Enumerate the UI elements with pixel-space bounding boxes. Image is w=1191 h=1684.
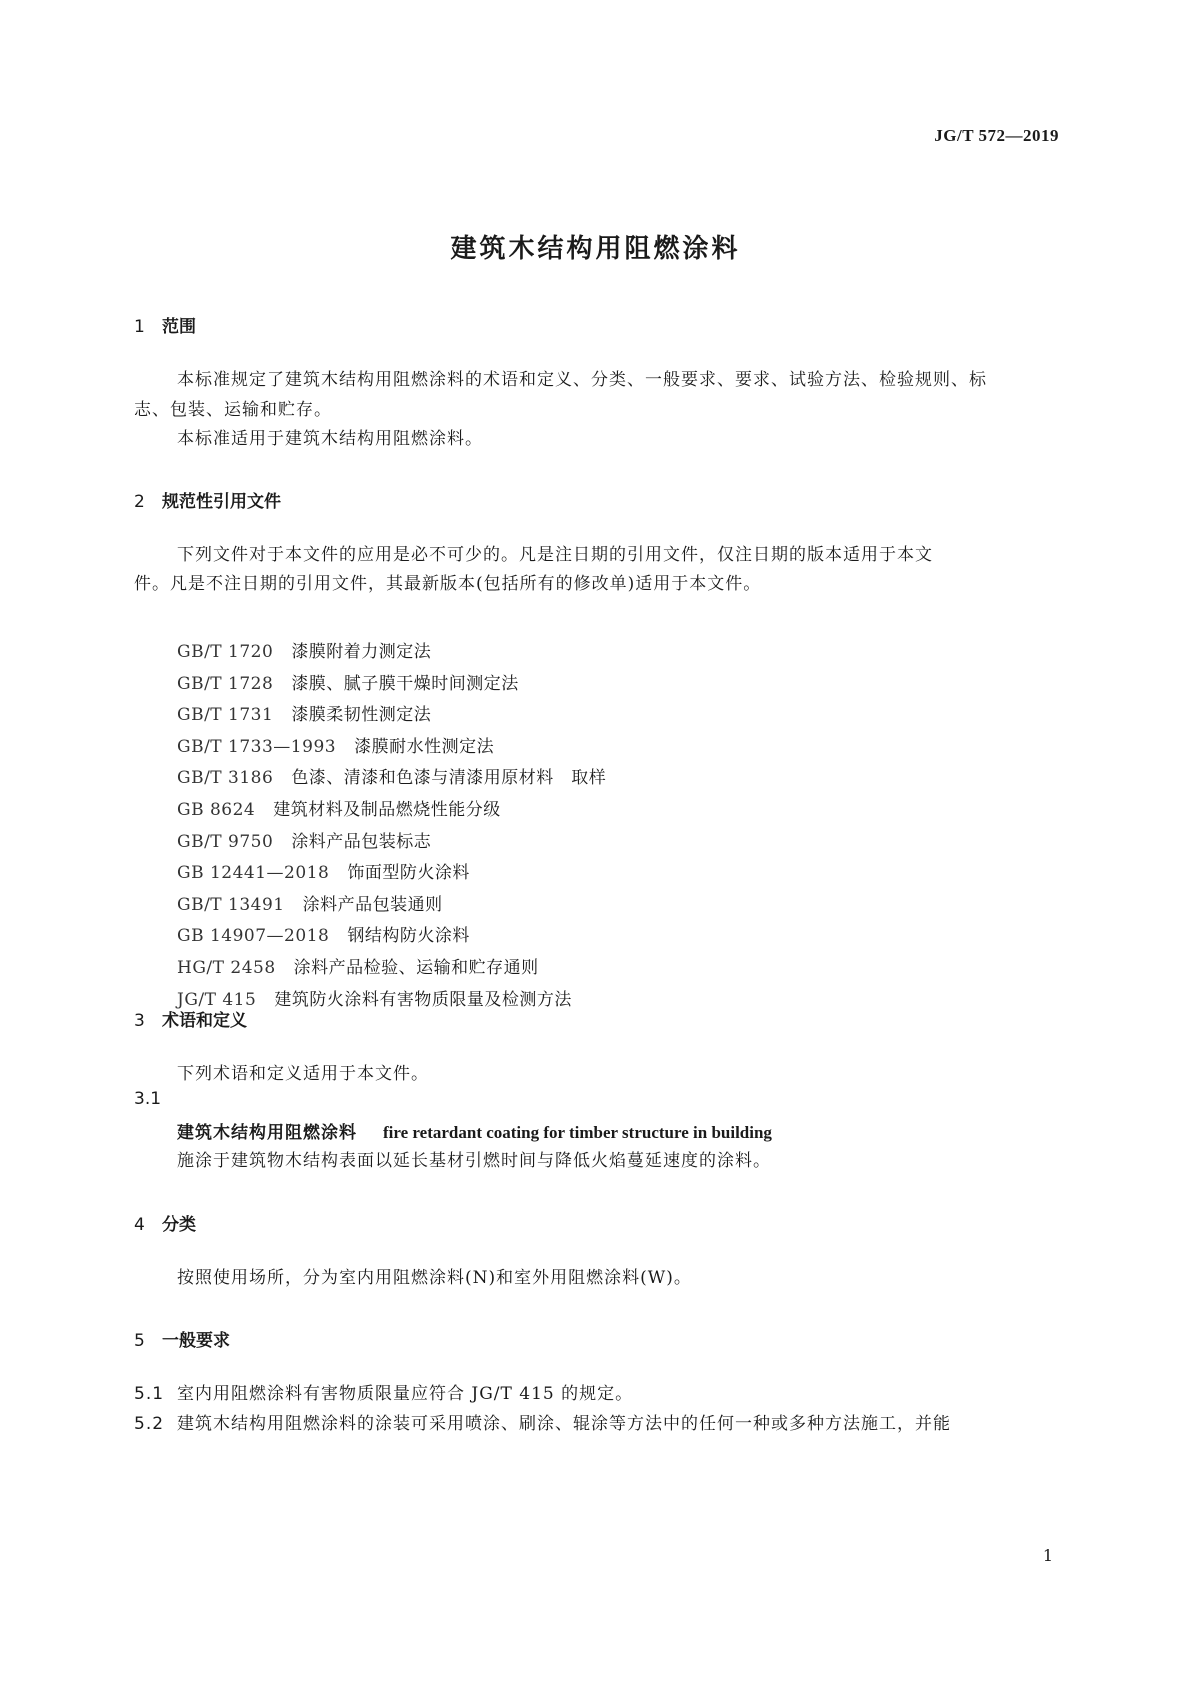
clause-text: 室内用阻燃涂料有害物质限量应符合 JG/T 415 的规定。 <box>177 1384 634 1404</box>
reference-title: 漆膜附着力测定法 <box>291 642 432 662</box>
reference-title: 漆膜耐水性测定法 <box>354 736 495 757</box>
page-number: 1 <box>1042 1546 1053 1565</box>
paragraph: 本标准适用于建筑木结构用阻燃涂料。 <box>177 429 483 449</box>
reference-title: 涂料产品包装标志 <box>291 831 432 852</box>
section-title: 范围 <box>162 317 196 337</box>
standard-code: JG/T 572—2019 <box>934 126 1059 145</box>
reference-item <box>177 953 606 985</box>
paragraph: 本标准规定了建筑木结构用阻燃涂料的术语和定义、分类、一般要求、要求、试验方法、检验规则、标 <box>177 370 987 390</box>
reference-code: GB/T 13491 <box>177 894 285 915</box>
reference-code: GB 14907—2018 <box>177 926 330 947</box>
section-number: 4 <box>134 1215 145 1235</box>
reference-item <box>177 890 606 922</box>
reference-title: 色漆、清漆和色漆与清漆用原材料 取样 <box>291 768 607 789</box>
reference-code: GB/T 1728 <box>177 673 274 694</box>
term-chinese: 建筑木结构用阻燃涂料 <box>177 1123 357 1143</box>
clause-number: 5.2 <box>134 1414 165 1434</box>
section-title: 术语和定义 <box>162 1011 247 1031</box>
section-5-heading <box>134 1326 230 1351</box>
document-title: 建筑木结构用阻燃涂料 <box>450 234 741 264</box>
reference-code: GB/T 9750 <box>177 831 274 852</box>
clause-text: 建筑木结构用阻燃涂料的涂装可采用喷涂、刷涂、辊涂等方法中的任何一种或多种方法施工，并能 <box>177 1414 951 1434</box>
section-number: 1 <box>134 317 145 337</box>
reference-item <box>177 732 606 764</box>
reference-title: 漆膜、腻子膜干燥时间测定法 <box>291 673 519 694</box>
paragraph: 按照使用场所，分为室内用阻燃涂料(N)和室外用阻燃涂料(W)。 <box>177 1268 692 1288</box>
normative-references-list <box>177 637 606 1016</box>
reference-item <box>177 858 606 890</box>
section-3-heading <box>134 1006 247 1031</box>
reference-item <box>177 669 606 701</box>
reference-code: GB 12441—2018 <box>177 863 330 884</box>
reference-title: 建筑防火涂料有害物质限量及检测方法 <box>274 989 572 1010</box>
reference-title: 钢结构防火涂料 <box>347 926 470 947</box>
section-title: 一般要求 <box>162 1331 230 1351</box>
section-number: 5 <box>134 1331 145 1351</box>
reference-title: 建筑材料及制品燃烧性能分级 <box>273 799 501 820</box>
reference-item <box>177 827 606 859</box>
term-definition: 施涂于建筑物木结构表面以延长基材引燃时间与降低火焰蔓延速度的涂料。 <box>177 1151 771 1171</box>
reference-title: 漆膜柔韧性测定法 <box>291 705 432 726</box>
reference-item <box>177 700 606 732</box>
paragraph: 下列术语和定义适用于本文件。 <box>177 1064 429 1084</box>
clause-5-2 <box>134 1410 951 1439</box>
section-number: 2 <box>134 492 145 512</box>
term-english: fire retardant coating for timber structure in building <box>383 1123 772 1142</box>
section-4-heading <box>134 1210 196 1235</box>
reference-title: 饰面型防火涂料 <box>347 863 470 884</box>
reference-code: HG/T 2458 <box>177 957 276 978</box>
reference-code: JG/T 415 <box>177 989 257 1010</box>
reference-code: GB/T 1733—1993 <box>177 736 337 757</box>
reference-title: 涂料产品包装通则 <box>302 894 443 915</box>
section-title: 规范性引用文件 <box>162 492 281 512</box>
section-2-heading <box>134 487 281 512</box>
reference-item <box>177 921 606 953</box>
clause-number: 5.1 <box>134 1384 165 1404</box>
reference-item <box>177 637 606 669</box>
reference-code: GB 8624 <box>177 799 256 820</box>
paragraph: 下列文件对于本文件的应用是必不可少的。凡是注日期的引用文件，仅注日期的版本适用于本文 <box>177 545 933 565</box>
reference-title: 涂料产品检验、运输和贮存通则 <box>293 957 539 978</box>
clause-5-1 <box>134 1380 633 1409</box>
reference-code: GB/T 1731 <box>177 705 274 726</box>
paragraph: 件。凡是不注日期的引用文件，其最新版本(包括所有的修改单)适用于本文件。 <box>134 574 762 594</box>
section-title: 分类 <box>162 1215 196 1235</box>
clause-number: 3.1 <box>134 1089 162 1109</box>
reference-item <box>177 795 606 827</box>
reference-code: GB/T 3186 <box>177 768 274 789</box>
term-entry <box>177 1118 772 1148</box>
paragraph: 志、包装、运输和贮存。 <box>134 400 332 420</box>
section-number: 3 <box>134 1011 145 1031</box>
reference-item <box>177 763 606 795</box>
reference-code: GB/T 1720 <box>177 642 274 662</box>
section-1-heading <box>134 312 196 337</box>
